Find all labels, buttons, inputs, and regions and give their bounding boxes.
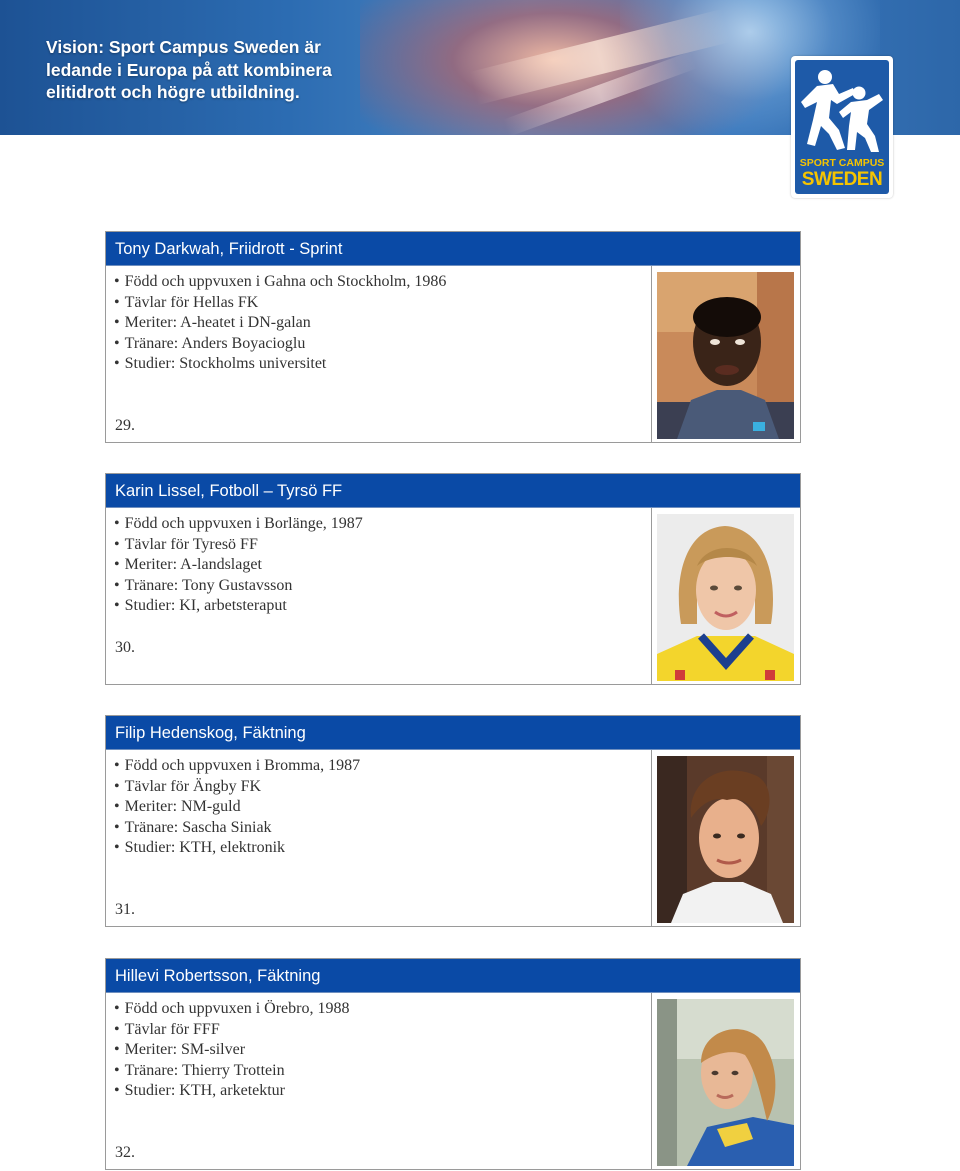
list-item: • Född och uppvuxen i Örebro, 1988 <box>114 999 349 1020</box>
list-item: • Tränare: Sascha Siniak <box>114 818 360 839</box>
list-item: • Meriter: A-heatet i DN-galan <box>114 313 446 334</box>
list-item: • Meriter: NM-guld <box>114 797 360 818</box>
card-divider <box>651 750 652 926</box>
banner-slogan: Vision: Sport Campus Sweden är ledande i Europa på att kombinera elitidrott och högre utbildning. <box>46 37 332 102</box>
athlete-details-list <box>114 514 363 617</box>
athlete-card-header <box>106 232 800 266</box>
athlete-photo <box>657 999 794 1166</box>
page-number: 29. <box>115 417 135 434</box>
list-item: • Studier: KTH, elektronik <box>114 838 360 859</box>
athlete-details-list <box>114 756 360 859</box>
athlete-photo <box>657 272 794 439</box>
athlete-card <box>105 715 801 927</box>
athlete-card <box>105 231 801 443</box>
list-item: • Studier: KTH, arketektur <box>114 1081 349 1102</box>
page-number: 31. <box>115 901 135 918</box>
athlete-card-header <box>106 959 800 993</box>
list-item: • Tävlar för FFF <box>114 1020 349 1041</box>
page-number: 30. <box>115 639 135 656</box>
list-item: • Tränare: Thierry Trottein <box>114 1061 349 1082</box>
card-divider <box>651 508 652 684</box>
sport-campus-sweden-logo <box>791 56 893 198</box>
athlete-name-sport: Hillevi Robertsson, Fäktning <box>115 967 321 985</box>
list-item: • Född och uppvuxen i Bromma, 1987 <box>114 756 360 777</box>
logo-line-1: SPORT CAMPUS <box>799 157 885 169</box>
athlete-photo <box>657 756 794 923</box>
page-number: 32. <box>115 1144 135 1161</box>
logo-line-2: SWEDEN <box>801 169 883 190</box>
athlete-details-list <box>114 272 446 375</box>
athlete-name-sport: Filip Hedenskog, Fäktning <box>115 724 306 742</box>
list-item: • Tävlar för Hellas FK <box>114 293 446 314</box>
list-item: • Tävlar för Ängby FK <box>114 777 360 798</box>
card-divider <box>651 993 652 1169</box>
list-item: • Tränare: Anders Boyacioglu <box>114 334 446 355</box>
card-divider <box>651 266 652 442</box>
list-item: • Tävlar för Tyresö FF <box>114 535 363 556</box>
athlete-card-header <box>106 474 800 508</box>
logo-panel <box>795 60 889 194</box>
list-item: • Född och uppvuxen i Borlänge, 1987 <box>114 514 363 535</box>
athlete-card <box>105 958 801 1170</box>
list-item: • Meriter: A-landslaget <box>114 555 363 576</box>
athlete-card-header <box>106 716 800 750</box>
athlete-name-sport: Karin Lissel, Fotboll – Tyrsö FF <box>115 482 343 500</box>
list-item: • Studier: KI, arbetsteraput <box>114 596 363 617</box>
athlete-name-sport: Tony Darkwah, Friidrott - Sprint <box>115 240 343 258</box>
athlete-photo <box>657 514 794 681</box>
list-item: • Meriter: SM-silver <box>114 1040 349 1061</box>
list-item: • Tränare: Tony Gustavsson <box>114 576 363 597</box>
list-item: • Född och uppvuxen i Gahna och Stockholm, 1986 <box>114 272 446 293</box>
athlete-card <box>105 473 801 685</box>
athlete-details-list <box>114 999 349 1102</box>
list-item: • Studier: Stockholms universitet <box>114 354 446 375</box>
